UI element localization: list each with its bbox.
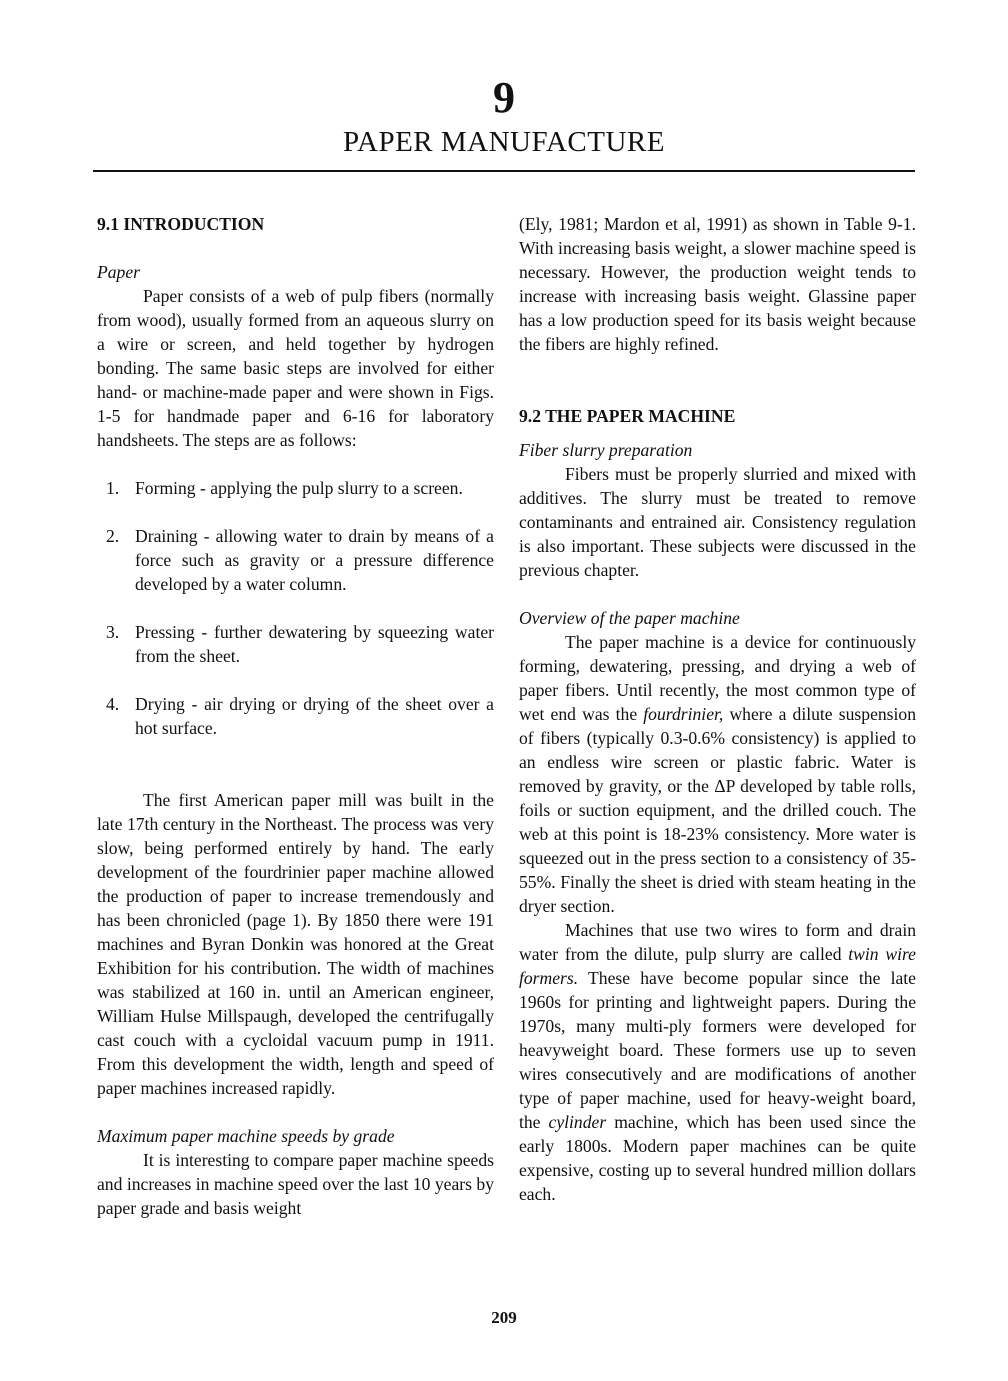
list-item-text: Forming - applying the pulp slurry to a screen. [135,478,463,498]
paragraph-twin-wire: Machines that use two wires to form and drain water from the dilute, pulp slurry are called twin wire formers. These have become popular since the late 1960s for printing and lightweight papers. During the 1970s, many multi-ply formers were developed for heavyweight board. These formers use up to seven wires consecutively and are modifications of another type of paper machine, used for heavy-weight board, the cylinder machine, which has been used since the early 1800s. Modern paper machines can be quite expensive, costing up to several hundred million dollars each. [519,920,916,1204]
chapter-title: PAPER MANUFACTURE [343,126,665,158]
list-item [97,620,494,668]
list-item-text: Pressing - further dewatering by squeezing water from the sheet. [135,622,494,666]
list-item [97,692,494,740]
term-cylinder: cylinder [548,1112,607,1132]
list-item-number: 1. [106,478,120,498]
list-item-text: Draining - allowing water to drain by means of a force such as gravity or a pressure difference developed by a water column. [135,526,494,594]
right-column [519,212,916,1206]
paragraph-history: The first American paper mill was built in the late 17th century in the Northeast. The process was very slow, being performed entirely by hand. The early development of the fourdrinier paper machine allowed the production of paper to increase tremendously and has been chronicled (page 1). By 1850 there were 191 machines and Byran Donkin was honored at the Great Exhibition for his contribution. The width of machines was stabilized at 160 in. until an American engineer, William Hulse Millspaugh, developed the centrifugally cast couch with a cycloidal vacuum pump in 1911. From this development the width, length and speed of paper machines increased rapidly. [97,790,494,1098]
term-fourdrinier: fourdrinier, [643,704,724,724]
subheading-machine-speeds: Maximum paper machine speeds by grade [97,1126,395,1146]
paragraph-machine-speeds: It is interesting to compare paper machine speeds and increases in machine speed over the last 10 years by paper grade and basis weight [97,1150,494,1218]
list-item-number: 4. [106,694,120,714]
list-item-number: 3. [106,622,120,642]
header-rule [93,170,915,172]
list-item [97,524,494,596]
list-item-number: 2. [106,526,120,546]
section-heading-paper-machine: 9.2 THE PAPER MACHINE [519,406,736,426]
subheading-overview: Overview of the paper machine [519,608,740,628]
steps-list [97,476,494,740]
term-twin-wire-formers: twin wire formers. [519,944,916,988]
list-item [97,476,494,500]
paragraph-fiber-slurry: Fibers must be properly slurried and mixed with additives. The slurry must be treated to remove contaminants and entrained air. Consistency regulation is also important. These subjects were discussed in the previous chapter. [519,464,916,580]
left-column [97,212,494,1220]
subheading-paper: Paper [97,262,140,282]
chapter-number: 9 [493,73,515,122]
subheading-fiber-slurry: Fiber slurry preparation [519,440,693,460]
list-item-text: Drying - air drying or drying of the sheet over a hot surface. [135,694,494,738]
section-heading-introduction: 9.1 INTRODUCTION [97,214,265,234]
page-number: 209 [491,1308,517,1327]
paragraph-overview: The paper machine is a device for continuously forming, dewatering, pressing, and drying a web of paper fibers. Until recently, the most common type of wet end was the fourdrinier, where a dilute suspension of fibers (typically 0.3-0.6% consistency) is applied to an endless wire screen or plastic fabric. Water is removed by gravity, or the ΔP developed by table rolls, foils or suction equipment, and the drilled couch. The web at this point is 18-23% consistency. More water is squeezed out in the press section to a consistency of 35-55%. Finally the sheet is dried with steam heating in the dryer section. [519,632,916,916]
paragraph-continuation: (Ely, 1981; Mardon et al, 1991) as shown in Table 9-1. With increasing basis weight, a slower machine speed is necessary. However, the production weight tends to increase with increasing basis weight. Glassine paper has a low production speed for its basis weight because the fibers are highly refined. [519,214,916,354]
paragraph-paper-definition: Paper consists of a web of pulp fibers (normally from wood), usually formed from an aqueous slurry on a wire or screen, and held together by hydrogen bonding. The same basic steps are involved for either hand- or machine-made paper and were shown in Figs. 1-5 for handmade paper and 6-16 for laboratory handsheets. The steps are as follows: [97,286,494,450]
